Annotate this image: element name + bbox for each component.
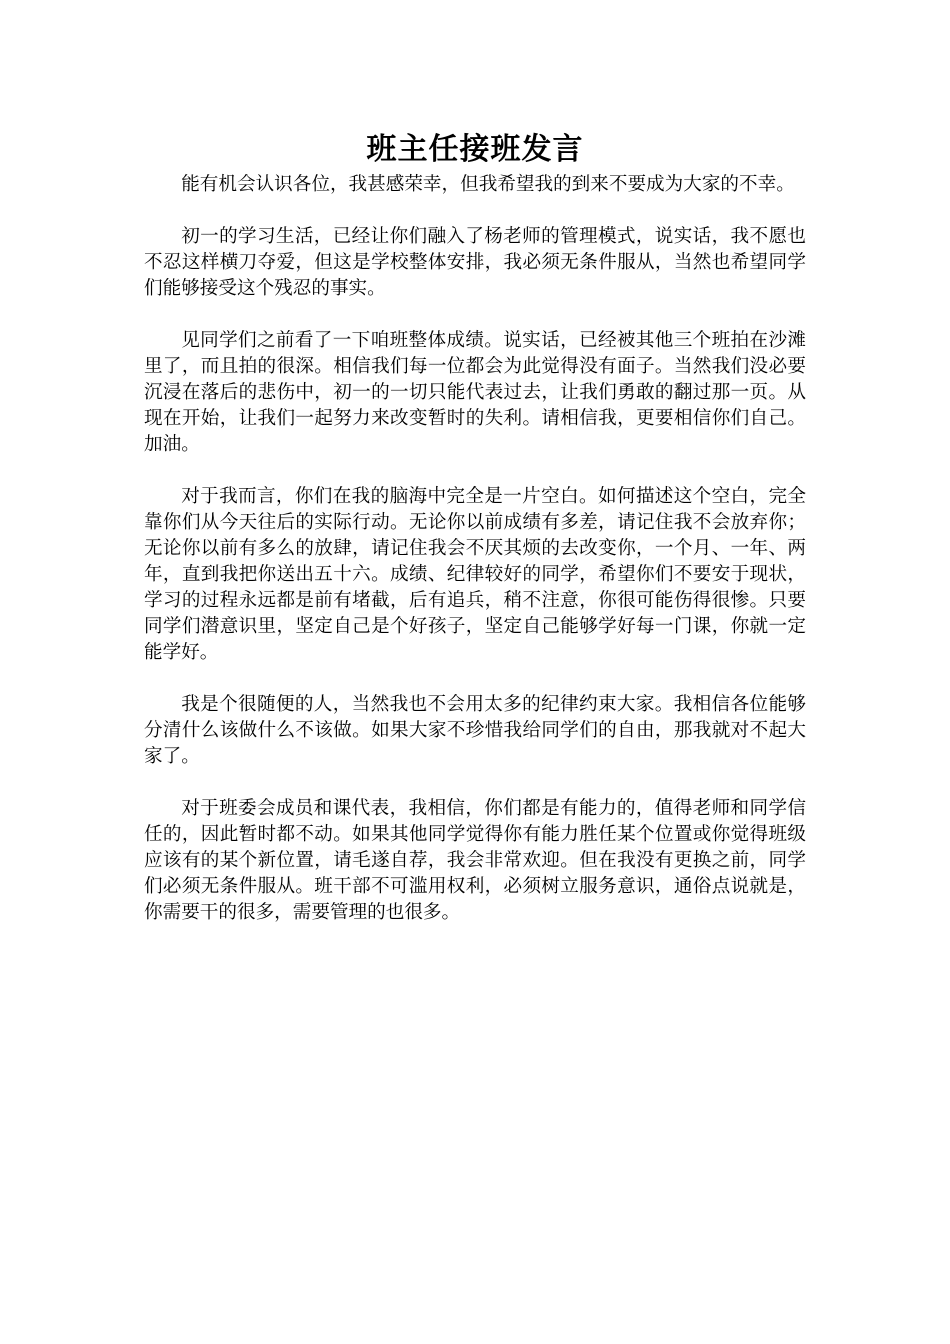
paragraph-2: 初一的学习生活，已经让你们融入了杨老师的管理模式，说实话，我不愿也不忍这样横刀夺爱，但这是学校整体安排，我必须无条件服从，当然也希望同学们能够接受这个残忍的事实。 (144, 226, 806, 299)
document-title: 班主任接班发言 (366, 132, 584, 167)
paragraph-3: 见同学们之前看了一下咱班整体成绩。说实话，已经被其他三个班拍在沙滩里了，而且拍的很深。相信我们每一位都会为此觉得没有面子。当然我们没必要沉浸在落后的悲伤中，初一的一切只能代表过去，让我们勇敢的翻过那一页。从现在开始，让我们一起努力来改变暂时的失利。请相信我，更要相信你们自己。加油。 (144, 330, 806, 455)
paragraph-4: 对于我而言，你们在我的脑海中完全是一片空白。如何描述这个空白，完全靠你们从今天往后的实际行动。无论你以前成绩有多差，请记住我不会放弃你；无论你以前有多么的放肆，请记住我会不厌其烦的去改变你，一个月、一年、两年，直到我把你送出五十六。成绩、纪律较好的同学，希望你们不要安于现状，学习的过程永远都是前有堵截，后有追兵，稍不注意，你很可能伤得很惨。只要同学们潜意识里，坚定自己是个好孩子，坚定自己能够学好每一门课，你就一定能学好。 (144, 486, 806, 663)
paragraph-6: 对于班委会成员和课代表，我相信，你们都是有能力的，值得老师和同学信任的，因此暂时都不动。如果其他同学觉得你有能力胜任某个位置或你觉得班级应该有的某个新位置，请毛遂自荐，我会非常欢迎。但在我没有更换之前，同学们必须无条件服从。班干部不可滥用权利，必须树立服务意识，通俗点说就是，你需要干的很多，需要管理的也很多。 (144, 798, 806, 923)
document-body (144, 172, 806, 952)
paragraph-1: 能有机会认识各位，我甚感荣幸，但我希望我的到来不要成为大家的不幸。 (181, 174, 795, 195)
paragraph-5: 我是个很随便的人，当然我也不会用太多的纪律约束大家。我相信各位能够分清什么该做什么不该做。如果大家不珍惜我给同学们的自由，那我就对不起大家了。 (144, 694, 806, 767)
